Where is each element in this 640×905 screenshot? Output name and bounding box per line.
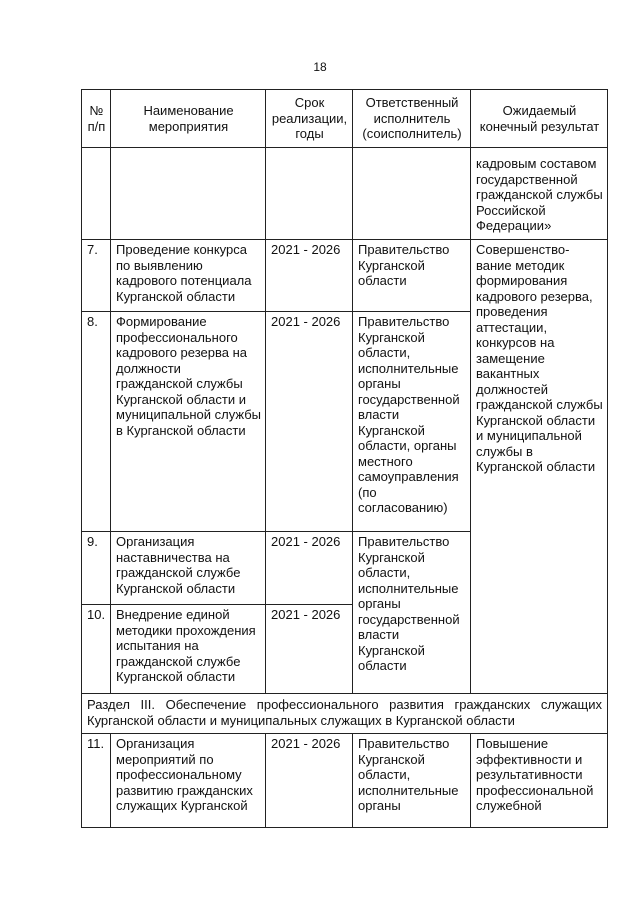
- row-number: 11.: [82, 734, 111, 828]
- cell-empty: [111, 148, 266, 240]
- cell-empty: [82, 148, 111, 240]
- row-number: 8.: [82, 312, 111, 532]
- row-term: 2021 - 2026: [266, 240, 353, 312]
- row-term: 2021 - 2026: [266, 605, 353, 694]
- cell-empty: [353, 148, 471, 240]
- row-name: Организация мероприятий по профессиональному развитию гражданских служащих Курганской: [111, 734, 266, 828]
- section-heading-row: [82, 694, 608, 734]
- row-number: 9.: [82, 532, 111, 605]
- row-name: Проведение конкурса по выявлению кадрового потенциала Курганской области: [111, 240, 266, 312]
- table-row-continuation: [82, 148, 608, 240]
- table-header-row: [82, 90, 608, 148]
- header-num: № п/п: [82, 90, 111, 148]
- row-number: 10.: [82, 605, 111, 694]
- header-name: Наименование мероприятия: [111, 90, 266, 148]
- table-row: [82, 240, 608, 312]
- row-term: 2021 - 2026: [266, 312, 353, 532]
- row-result-group: Совершенство-вание методик формирования кадрового резерва, проведения аттестации, конкурсов на замещение вакантных должностей гражданской службы Курганской области и муниципальной службы в Курганской области: [471, 240, 608, 694]
- row-name: Внедрение единой методики прохождения испытания на гражданской службе Курганской области: [111, 605, 266, 694]
- row-name: Организация наставничества на гражданской службе Курганской области: [111, 532, 266, 605]
- table-row: [82, 734, 608, 828]
- row-term: 2021 - 2026: [266, 734, 353, 828]
- row-result: Повышение эффективности и результативности профессиональной служебной: [471, 734, 608, 828]
- measures-table: [81, 89, 608, 828]
- row-executor: Правительство Курганской области, исполнительные органы государственной власти Курганской области, органы местного самоуправления (по согласованию): [353, 312, 471, 532]
- row-executor: Правительство Курганской области: [353, 240, 471, 312]
- header-result: Ожидаемый конечный результат: [471, 90, 608, 148]
- header-executor: Ответственный исполнитель (соисполнитель): [353, 90, 471, 148]
- row-term: 2021 - 2026: [266, 532, 353, 605]
- page-number: 18: [313, 60, 327, 74]
- row-executor-group: Правительство Курганской области, исполнительные органы государственной власти Курганской области: [353, 532, 471, 694]
- row-executor: Правительство Курганской области, исполнительные органы: [353, 734, 471, 828]
- section-heading: Раздел III. Обеспечение профессионального развития гражданских служащих Курганской области и муниципальных служащих в Курганской области: [82, 694, 608, 734]
- header-term: Срок реализации, годы: [266, 90, 353, 148]
- row-name: Формирование профессионального кадрового резерва на должности гражданской службы Курганской области и муниципальной службы в Курганской области: [111, 312, 266, 532]
- cell-empty: [266, 148, 353, 240]
- row-number: 7.: [82, 240, 111, 312]
- cell-continuation-result: кадровым составом государственной гражданской службы Российской Федерации»: [471, 148, 608, 240]
